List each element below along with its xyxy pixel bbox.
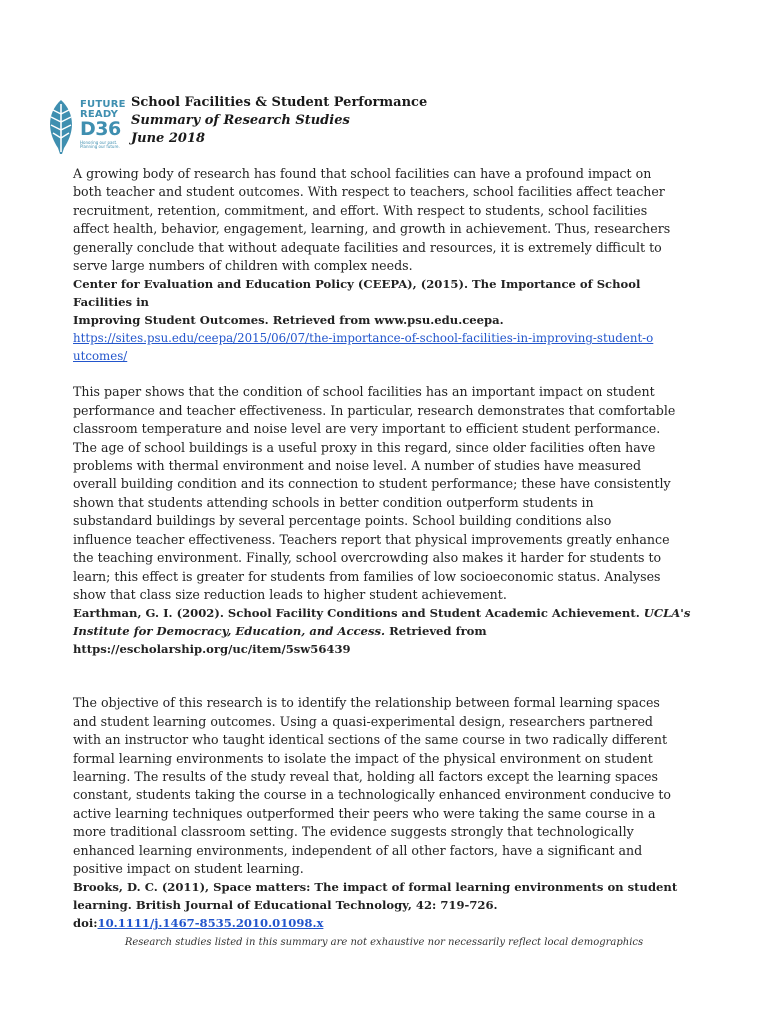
text-line: The age of school buildings is a useful proxy in this regard, since older facilities often have: [73, 439, 656, 455]
source-link[interactable]: [73, 329, 697, 365]
logo-line-3: D36: [80, 118, 121, 140]
text-line: influence teacher effectiveness. Teachers report that physical improvements greatly enhance: [73, 531, 670, 547]
text-line: constant, students taking the course in a technologically enhanced environment conducive to: [73, 787, 671, 803]
summary-paragraph: [73, 165, 697, 275]
logo-tagline-2: Planning our future.: [80, 144, 120, 149]
leaf-icon: [44, 98, 78, 156]
link-line[interactable]: utcomes/: [73, 349, 128, 364]
document-date: June 2018: [131, 131, 206, 146]
text-line: enhanced learning environments, independent of all other factors, have a significant and: [73, 842, 643, 858]
citation-line: Center for Evaluation and Education Policy (CEEPA), (2015). The Importance of School Facilities in: [73, 277, 641, 310]
text-line: This paper shows that the condition of school facilities has an important impact on student: [73, 384, 655, 400]
citation-publisher: UCLA's: [643, 606, 691, 621]
research-summary-1: [73, 165, 697, 365]
summary-paragraph: [73, 694, 697, 878]
citation-retrieved: Retrieved from: [385, 624, 487, 639]
citation-text: Earthman, G. I. (2002). School Facility Conditions and Student Academic Achievement.: [73, 606, 644, 621]
footer-disclaimer: Research studies listed in this summary are not exhaustive nor necessarily reflect local demographics: [124, 937, 644, 948]
text-line: formal learning environments to isolate the impact of the physical environment on student: [73, 750, 653, 766]
citation-line: learning. British Journal of Educational Technology, 42: 719-726.: [73, 898, 498, 913]
district-logo: [44, 98, 124, 162]
citation-line: Brooks, D. C. (2011), Space matters: The impact of formal learning environments on student: [73, 880, 678, 895]
doi-link[interactable]: 10.1111/j.1467-8535.2010.01098.x: [97, 916, 324, 931]
text-line: and student learning outcomes. Using a quasi-experimental design, researchers partnered: [73, 713, 653, 729]
text-line: problems with thermal environment and noise level. A number of studies have measured: [73, 458, 642, 474]
logo-line-2: READY: [80, 109, 119, 120]
doi-prefix: doi:: [73, 916, 98, 931]
text-line: affect health, behavior, engagement, learning, and growth in achievement. Thus, researchers: [73, 221, 671, 237]
citation: [73, 604, 697, 658]
text-line: learn; this effect is greater for students from families of low socioeconomic status. Analyses: [73, 568, 661, 584]
document-subtitle: Summary of Research Studies: [131, 113, 350, 128]
text-line: generally conclude that without adequate facilities and resources, it is extremely difficult to: [73, 239, 662, 255]
logo-line-1: FUTURE: [80, 99, 126, 110]
text-line: more traditional classroom setting. The evidence suggests strongly that technologically: [73, 824, 634, 840]
text-line: with an instructor who taught identical sections of the same course in two radically different: [73, 732, 668, 748]
text-line: classroom temperature and noise level are very important to efficient student performance.: [73, 421, 661, 437]
document-title: School Facilities & Student Performance: [131, 95, 428, 110]
text-line: performance and teacher effectiveness. In particular, research demonstrates that comfortable: [73, 402, 676, 418]
text-line: recruitment, retention, commitment, and effort. With respect to students, school facilities: [73, 202, 648, 218]
text-line: active learning techniques outperformed their peers who were taking the same course in a: [73, 805, 656, 821]
text-line: A growing body of research has found that school facilities can have a profound impact on: [73, 166, 652, 181]
document-header: [131, 94, 427, 148]
research-summary-3: [73, 694, 697, 932]
text-line: positive impact on student learning.: [73, 860, 304, 876]
citation: [73, 275, 697, 329]
text-line: learning. The results of the study reveal that, holding all factors except the learning spaces: [73, 768, 658, 784]
logo-tagline-1: Honoring our past.: [80, 140, 118, 145]
citation-url[interactable]: https://escholarship.org/uc/item/5sw56439: [73, 642, 351, 657]
citation: [73, 878, 697, 932]
citation-line: Improving Student Outcomes. Retrieved from www.psu.edu.ceepa.: [73, 313, 504, 328]
text-line: shown that students attending schools in better condition outperform students in: [73, 494, 594, 510]
text-line: The objective of this research is to identify the relationship between formal learning spaces: [73, 695, 660, 711]
citation-publisher-cont: Institute for Democracy, Education, and Access.: [73, 624, 386, 639]
text-line: show that class size reduction leads to higher student achievement.: [73, 586, 507, 602]
text-line: serve large numbers of children with complex needs.: [73, 258, 413, 274]
document-body: [73, 165, 697, 932]
text-line: the teaching environment. Finally, school overcrowding also makes it harder for students to: [73, 550, 662, 566]
summary-paragraph: [73, 383, 697, 604]
text-line: both teacher and student outcomes. With respect to teachers, school facilities affect teacher: [73, 184, 665, 200]
text-line: substandard buildings by several percentage points. School building conditions also: [73, 513, 612, 529]
research-summary-2: [73, 383, 697, 658]
link-line[interactable]: https://sites.psu.edu/ceepa/2015/06/07/the-importance-of-school-facilities-in-improving-student-o: [73, 331, 654, 346]
logo-wordmark: [80, 100, 126, 149]
text-line: overall building condition and its connection to student performance; these have consistently: [73, 476, 671, 492]
